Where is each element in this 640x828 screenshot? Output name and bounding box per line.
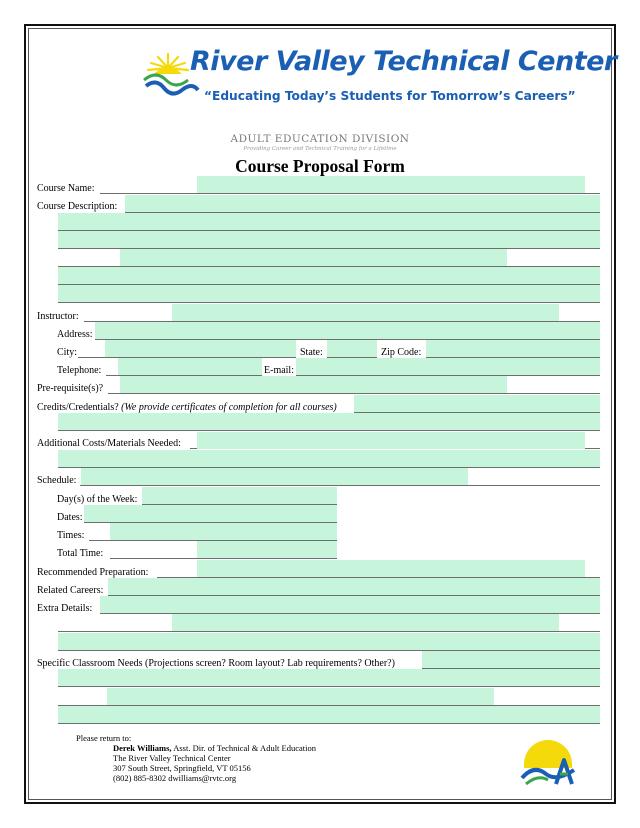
telephone-field[interactable] xyxy=(118,358,262,375)
classroom-needs-field-3[interactable] xyxy=(107,688,494,705)
contact-line xyxy=(113,743,316,753)
classroom-needs-field[interactable] xyxy=(422,651,600,668)
extra-details-rule-2 xyxy=(58,631,600,632)
email-field[interactable] xyxy=(296,358,600,375)
additional-costs-label: Additional Costs/Materials Needed: xyxy=(37,438,181,449)
telephone-label: Telephone: xyxy=(57,365,102,376)
state-field[interactable] xyxy=(327,340,377,357)
course-description-field-5[interactable] xyxy=(58,267,600,284)
recommended-prep-field[interactable] xyxy=(197,560,585,577)
instructor-field[interactable] xyxy=(172,304,559,321)
state-label: State: xyxy=(300,347,323,358)
course-description-field-3[interactable] xyxy=(58,231,600,248)
brand-tagline: “Educating Today’s Students for Tomorrow’s Careers” xyxy=(204,89,576,103)
classroom-needs-rule-4 xyxy=(58,723,600,724)
times-field[interactable] xyxy=(110,523,337,540)
schedule-field[interactable] xyxy=(81,468,468,485)
extra-details-field-3[interactable] xyxy=(58,633,600,650)
prerequisites-rule xyxy=(108,393,600,394)
org-name: The River Valley Technical Center xyxy=(113,753,231,763)
days-label: Day(s) of the Week: xyxy=(57,494,138,505)
total-time-label: Total Time: xyxy=(57,548,104,559)
classroom-needs-label: Specific Classroom Needs (Projections screen? Room layout? Lab requirements? Other?) xyxy=(37,658,395,669)
address-field[interactable] xyxy=(95,322,600,339)
instructor-label: Instructor: xyxy=(37,311,79,322)
extra-details-field-2[interactable] xyxy=(172,614,559,631)
times-label: Times: xyxy=(57,530,85,541)
recommended-prep-label: Recommended Preparation: xyxy=(37,567,149,578)
contact-title: Asst. Dir. of Technical & Adult Education xyxy=(173,743,317,753)
rvtc-mark-icon xyxy=(520,734,576,786)
return-to-label: Please return to: xyxy=(76,733,132,743)
address-label: Address: xyxy=(57,329,93,340)
course-description-field-2[interactable] xyxy=(58,213,600,230)
dates-label: Dates: xyxy=(57,512,83,523)
prerequisites-field[interactable] xyxy=(120,376,507,393)
credentials-note: (We provide certificates of completion for all courses) xyxy=(121,402,337,413)
street-address: 307 South Street, Springfield, VT 05156 xyxy=(113,763,251,773)
zip-label: Zip Code: xyxy=(381,347,422,358)
classroom-needs-field-4[interactable] xyxy=(58,706,600,723)
brand-title: River Valley Technical Center xyxy=(190,46,617,77)
dates-field[interactable] xyxy=(84,505,337,522)
form-title: Course Proposal Form xyxy=(235,156,405,176)
course-name-label: Course Name: xyxy=(37,183,95,194)
total-time-rule xyxy=(110,558,337,559)
classroom-needs-rule-2 xyxy=(58,686,600,687)
schedule-label: Schedule: xyxy=(37,475,77,486)
division-name: ADULT EDUCATION DIVISION xyxy=(230,133,410,145)
contact-name: Derek Williams, xyxy=(113,743,172,753)
total-time-field[interactable] xyxy=(197,541,337,558)
schedule-rule xyxy=(80,485,600,486)
division-subtitle: Providing Career and Technical Training for a Lifetime xyxy=(243,146,397,152)
phone-email: (802) 885-8302 dwilliams@rvtc.org xyxy=(113,773,237,783)
email-label: E-mail: xyxy=(264,365,294,376)
zip-field[interactable] xyxy=(426,340,600,357)
credentials-rule-2 xyxy=(58,430,600,431)
credentials-label-text: Credits/Credentials? xyxy=(37,402,119,413)
related-careers-label: Related Careers: xyxy=(37,585,104,596)
extra-details-field[interactable] xyxy=(100,596,600,613)
city-label: City: xyxy=(57,347,78,358)
additional-costs-field[interactable] xyxy=(197,432,585,449)
course-name-rule xyxy=(100,193,600,194)
additional-costs-field-2[interactable] xyxy=(58,450,600,467)
course-description-field-4[interactable] xyxy=(120,249,507,266)
credentials-field[interactable] xyxy=(354,395,600,412)
prerequisites-label: Pre-requisite(s)? xyxy=(37,383,104,394)
city-field[interactable] xyxy=(105,340,296,357)
classroom-needs-field-2[interactable] xyxy=(58,669,600,686)
related-careers-field[interactable] xyxy=(108,578,600,595)
course-description-rule-6 xyxy=(58,302,600,303)
course-name-field[interactable] xyxy=(197,176,585,193)
days-field[interactable] xyxy=(142,487,337,504)
extra-details-label: Extra Details: xyxy=(37,603,93,614)
course-description-field-6[interactable] xyxy=(58,285,600,302)
credentials-field-2[interactable] xyxy=(58,413,600,430)
course-description-field-1[interactable] xyxy=(125,195,600,212)
course-description-label: Course Description: xyxy=(37,201,118,212)
